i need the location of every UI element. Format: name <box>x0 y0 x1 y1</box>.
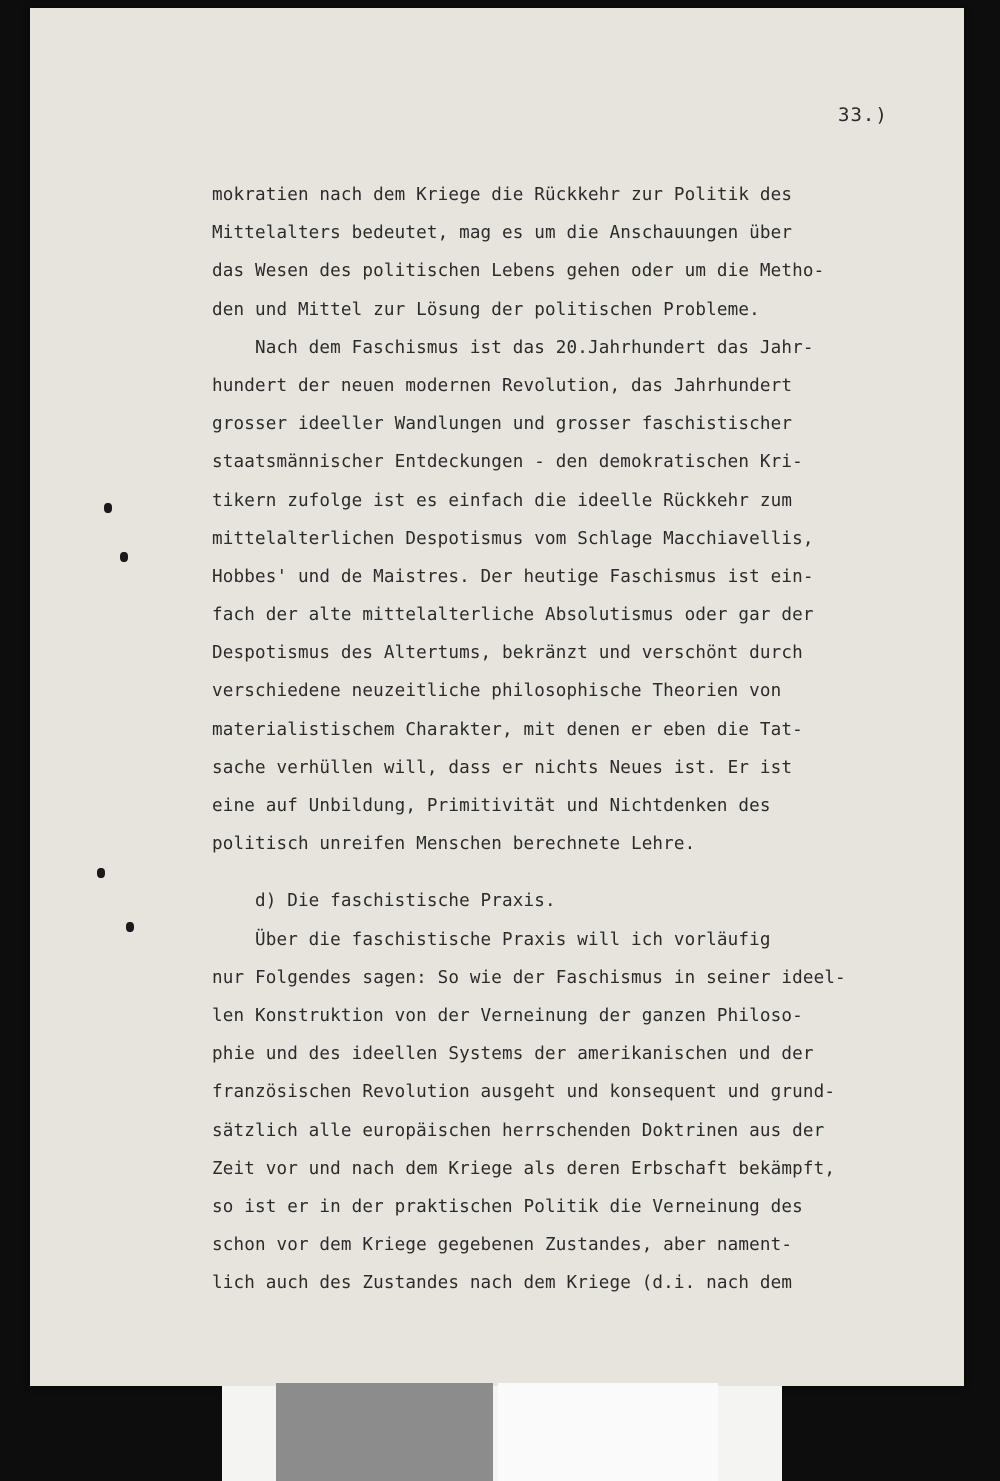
white-reference-card <box>498 1383 718 1481</box>
text-line: den und Mittel zur Lösung der politischen Probleme. <box>212 299 760 320</box>
punch-hole <box>126 922 134 932</box>
text-line: Nach dem Faschismus ist das 20.Jahrhundert das Jahr- <box>212 337 814 358</box>
text-line: schon vor dem Kriege gegebenen Zustandes, aber nament- <box>212 1235 793 1256</box>
gray-reference-card <box>276 1383 493 1481</box>
text-line: sätzlich alle europäischen herrschenden Doktrinen aus der <box>212 1120 825 1141</box>
text-line: hundert der neuen modernen Revolution, das Jahrhundert <box>212 375 793 396</box>
section-heading: d) Die faschistische Praxis. <box>212 891 556 912</box>
text-line: len Konstruktion von der Verneinung der ganzen Philoso- <box>212 1005 803 1026</box>
text-line: nur Folgendes sagen: So wie der Faschismus in seiner ideel- <box>212 967 846 988</box>
paragraph-gap <box>212 863 912 882</box>
text-line: französischen Revolution ausgeht und konsequent und grund- <box>212 1082 836 1103</box>
punch-hole <box>120 552 128 562</box>
document-body <box>212 176 912 1302</box>
page-number: 33.) <box>838 104 888 126</box>
text-line: phie und des ideellen Systems der amerikanischen und der <box>212 1044 814 1065</box>
text-line: Mittelalters bedeutet, mag es um die Anschauungen über <box>212 223 793 244</box>
text-line: Despotismus des Altertums, bekränzt und verschönt durch <box>212 643 803 664</box>
punch-hole <box>97 868 105 878</box>
text-line: fach der alte mittelalterliche Absolutismus oder gar der <box>212 605 814 626</box>
text-line: das Wesen des politischen Lebens gehen oder um die Metho- <box>212 261 825 282</box>
text-line: Zeit vor und nach dem Kriege als deren Erbschaft bekämpft, <box>212 1158 836 1179</box>
text-line: politisch unreifen Menschen berechnete Lehre. <box>212 834 696 855</box>
text-line: verschiedene neuzeitliche philosophische Theorien von <box>212 681 782 702</box>
text-line: materialistischem Charakter, mit denen er eben die Tat- <box>212 719 803 740</box>
text-line: mittelalterlichen Despotismus vom Schlage Macchiavellis, <box>212 528 814 549</box>
punch-hole <box>104 503 112 513</box>
text-line: lich auch des Zustandes nach dem Kriege (d.i. nach dem <box>212 1273 793 1294</box>
text-line: so ist er in der praktischen Politik die Verneinung des <box>212 1196 803 1217</box>
text-line: mokratien nach dem Kriege die Rückkehr zur Politik des <box>212 185 793 205</box>
text-line: Hobbes' und de Maistres. Der heutige Faschismus ist ein- <box>212 566 814 587</box>
text-line: staatsmännischer Entdeckungen - den demokratischen Kri- <box>212 452 803 473</box>
text-line: eine auf Unbildung, Primitivität und Nichtdenken des <box>212 796 771 816</box>
text-line: Über die faschistische Praxis will ich vorläufig <box>212 929 771 950</box>
text-line: sache verhüllen will, dass er nichts Neues ist. Er ist <box>212 757 793 778</box>
text-line: grosser ideeller Wandlungen und grosser faschistischer <box>212 414 793 435</box>
text-line: tikern zufolge ist es einfach die ideelle Rückkehr zum <box>212 490 793 511</box>
